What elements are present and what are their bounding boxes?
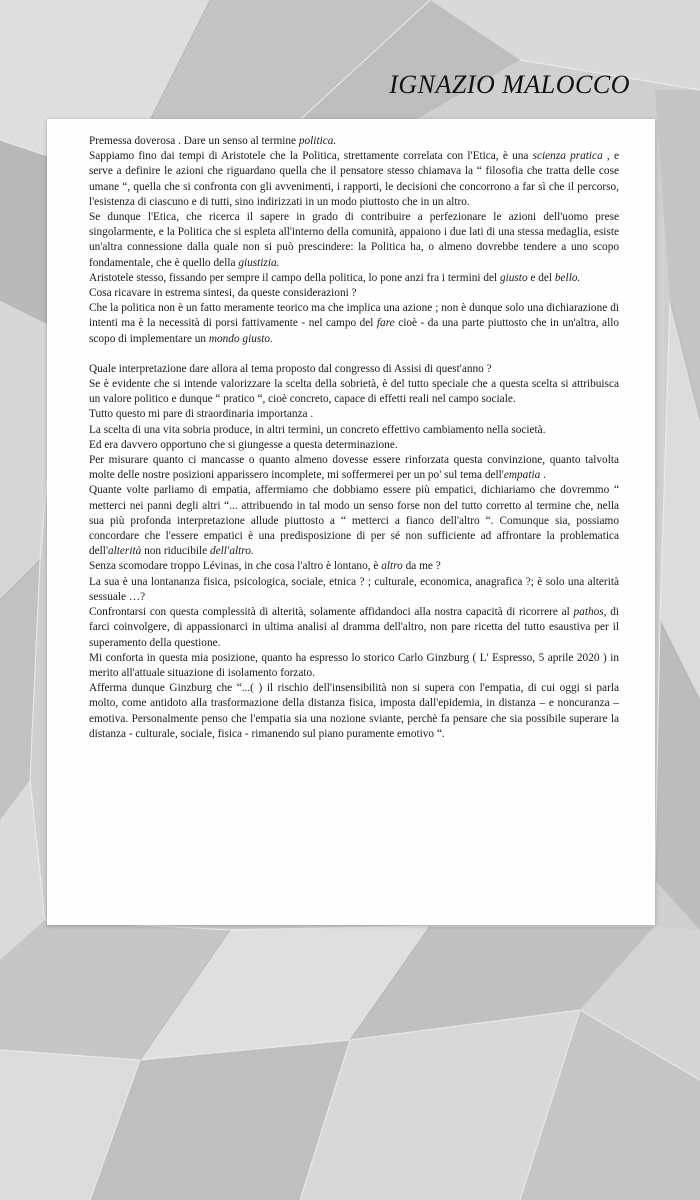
paragraph <box>89 286 619 301</box>
paragraph <box>89 407 619 422</box>
italic-text: dell'altro. <box>209 545 254 558</box>
italic-text: fare <box>376 317 395 330</box>
text-run: Senza scomodare troppo Lévinas, in che cosa l'altro è lontano, è <box>89 560 382 573</box>
text-run: non riducibile <box>141 545 210 558</box>
italic-text: empatia <box>503 469 541 482</box>
paragraph <box>89 483 619 559</box>
text-run: da me ? <box>402 560 441 573</box>
paragraph <box>89 301 619 347</box>
paragraph <box>89 210 619 271</box>
text-run: , e serve a definire le azioni che riguardano quella che il pensatore stesso chiamava la “ filosofia che tratta delle cose umane “, quella che si confronta con gli avvenimenti, i rapporti, le decisioni che concorrono a far sì che il percorso, l'esistenza di ciascuno e di tutti, sino indirizzati in un modo piuttosto che in un altro. <box>89 150 619 208</box>
paragraph <box>89 423 619 438</box>
paragraph <box>89 453 619 483</box>
paragraph <box>89 605 619 651</box>
italic-text: scienza pratica <box>532 150 603 163</box>
italic-text: politica. <box>298 135 337 147</box>
text-run: Afferma dunque Ginzburg che “...( ) il rischio dell'insensibilità non si supera con l'empatia, di cui oggi si parla molto, come antidoto alla trasformazione della distanza fisica, imposta dall'epidemia, in distanza – e noncuranza – emotiva. Personalmente penso che l'empatia sia una nozione sviante, perchè fa pensare che sia possibile superare la distanza - culturale, sociale, fisica - rimanendo sul piano puramente emotivo “. <box>89 682 619 740</box>
italic-text: giusto <box>499 271 528 284</box>
document-page <box>47 119 655 925</box>
paragraph <box>89 271 619 286</box>
text-run: Quante volte parliamo di empatia, affermiamo che dobbiamo essere più empatici, dichiariamo che dovremmo “ metterci nei panni degli altri “... attribuendo in tal modo un senso forse non del tutto corretto al termine che, nella sua più profonda interpretazione allude piuttosto a “ metterci a fianco dell'altro “. Comunque sia, possiamo concordare che l'essere empatici è una predisposizione di per sé non sufficiente ad affrontare la problematica dell' <box>89 484 619 558</box>
text-run: e del <box>527 271 555 284</box>
paragraph-gap <box>89 347 619 362</box>
author-name: IGNAZIO MALOCCO <box>389 70 630 99</box>
italic-text: mondo giusto. <box>208 332 273 345</box>
text-run: La sua è una lontananza fisica, psicologica, sociale, etnica ? ; culturale, economica, anagrafica ?; è solo una alterità sessuale …? <box>89 575 619 603</box>
text-run: Cosa ricavare in estrema sintesi, da queste considerazioni ? <box>89 287 357 300</box>
italic-text: pathos <box>573 606 604 619</box>
text-run: Tutto questo mi pare di straordinaria importanza . <box>89 408 314 421</box>
text-run: Ed era davvero opportuno che si giungesse a questa determinazione. <box>89 438 398 451</box>
paragraph <box>89 149 619 210</box>
text-run: Se dunque l'Etica, che ricerca il sapere in grado di contribuire a perfezionare le azioni dell'uomo prese singolarmente, e la Politica che si espleta all'interno della comunità, appaiono i due lati di una stessa medaglia, esiste un'altra connessione dalla quale non si può prescindere: la Politica ha, o almeno dovrebbe tendere a uno scopo fondamentale, che è quello della <box>89 211 619 269</box>
paragraph <box>89 681 619 742</box>
text-run: Quale interpretazione dare allora al tema proposto dal congresso di Assisi di quest'anno ? <box>89 362 492 375</box>
document-text <box>89 134 619 742</box>
paragraph <box>89 362 619 377</box>
text-run: Sappiamo fino dai tempi di Aristotele che la Politica, strettamente correlata con l'Etica, è una <box>89 150 533 163</box>
italic-text: bello. <box>554 271 581 284</box>
paragraph <box>89 377 619 407</box>
paragraph <box>89 559 619 574</box>
text-run: . <box>540 469 546 482</box>
italic-text: alterità <box>107 545 142 558</box>
text-run: Aristotele stesso, fissando per sempre il campo della politica, lo pone anzi fra i termini del <box>89 271 500 284</box>
text-run: Se è evidente che si intende valorizzare la scelta della sobrietà, è del tutto speciale che a questa scelta si attribuisca un valore politico e dunque “ pratico “, cioè concreto, capace di effetti reali nel campo sociale. <box>89 378 619 406</box>
text-run: Confrontarsi con questa complessità di alterità, solamente affidandoci alla nostra capacità di ricorrere al <box>89 606 574 619</box>
text-run: , di farci coinvolgere, di appassionarci in ultima analisi al dramma dell'altro, non pare ricetta del tutto esaustiva per il superamento della questione. <box>89 606 619 649</box>
paragraph <box>89 651 619 681</box>
italic-text: altro <box>381 560 403 573</box>
text-run: cioè - da una parte piuttosto che in un'altra, allo scopo di implementare un <box>89 317 619 345</box>
paragraph <box>89 438 619 453</box>
text-run: La scelta di una vita sobria produce, in altri termini, un concreto effettivo cambiamento nella società. <box>89 423 546 436</box>
italic-text: giustizia. <box>238 256 280 269</box>
text-run: Per misurare quanto ci mancasse o quanto almeno dovesse essere rinforzata questa convinzione, quanto talvolta molte delle nostre posizioni apparissero incomplete, mi soffermerei per un po' sul tema dell' <box>89 454 619 482</box>
text-run: Che la politica non è un fatto meramente teorico ma che implica una azione ; non è dunque solo una dichiarazione di intenti ma è la necessità di porsi fattivamente - nel campo del <box>89 302 619 330</box>
paragraph <box>89 134 619 149</box>
text-run: Premessa doverosa . Dare un senso al termine <box>89 135 299 147</box>
paragraph <box>89 575 619 605</box>
text-run: Mi conforta in questa mia posizione, quanto ha espresso lo storico Carlo Ginzburg ( L' Espresso, 5 aprile 2020 ) in merito all'attuale situazione di isolamento forzato. <box>89 651 619 679</box>
